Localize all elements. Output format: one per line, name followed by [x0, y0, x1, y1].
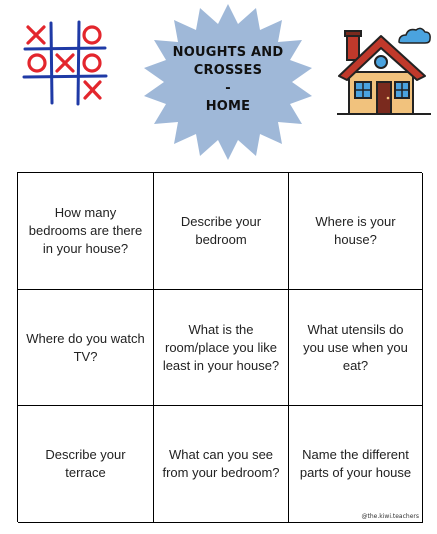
grid-cell-7[interactable] [18, 406, 154, 523]
credit-watermark: @the.kiwi.teachers [361, 513, 419, 520]
tic-tac-toe-icon [22, 20, 108, 106]
house-icon [335, 22, 433, 118]
question-grid [17, 172, 422, 522]
grid-cell-9[interactable] [289, 406, 423, 523]
title-line-3: - [225, 81, 231, 96]
cell-text: What can you see from your bedroom? [162, 447, 280, 480]
grid-cell-6[interactable] [289, 290, 423, 406]
cell-text: What is the room/place you like least in your house? [162, 321, 280, 373]
cell-text: Describe your bedroom [180, 214, 262, 247]
page-title [140, 44, 316, 116]
grid-cell-1[interactable] [18, 173, 154, 290]
cell-text: Name the different parts of your house [299, 447, 412, 480]
cell-text: What utensils do you use when you eat? [303, 321, 408, 373]
grid-cell-2[interactable] [154, 173, 289, 290]
cell-text: Where do you watch TV? [26, 330, 145, 364]
grid-cell-8[interactable] [154, 406, 289, 523]
cell-text: How many bedrooms are there in your house? [28, 205, 143, 256]
grid-cell-3[interactable] [289, 173, 423, 290]
cell-text: Where is your house? [315, 214, 396, 247]
cell-text: Describe your terrace [45, 447, 126, 480]
title-line-2: CROSSES [193, 63, 263, 78]
title-line-1: NOUGHTS AND [172, 45, 284, 60]
grid-cell-4[interactable] [18, 290, 154, 406]
title-line-4: HOME [205, 99, 251, 114]
grid-cell-5[interactable] [154, 290, 289, 406]
